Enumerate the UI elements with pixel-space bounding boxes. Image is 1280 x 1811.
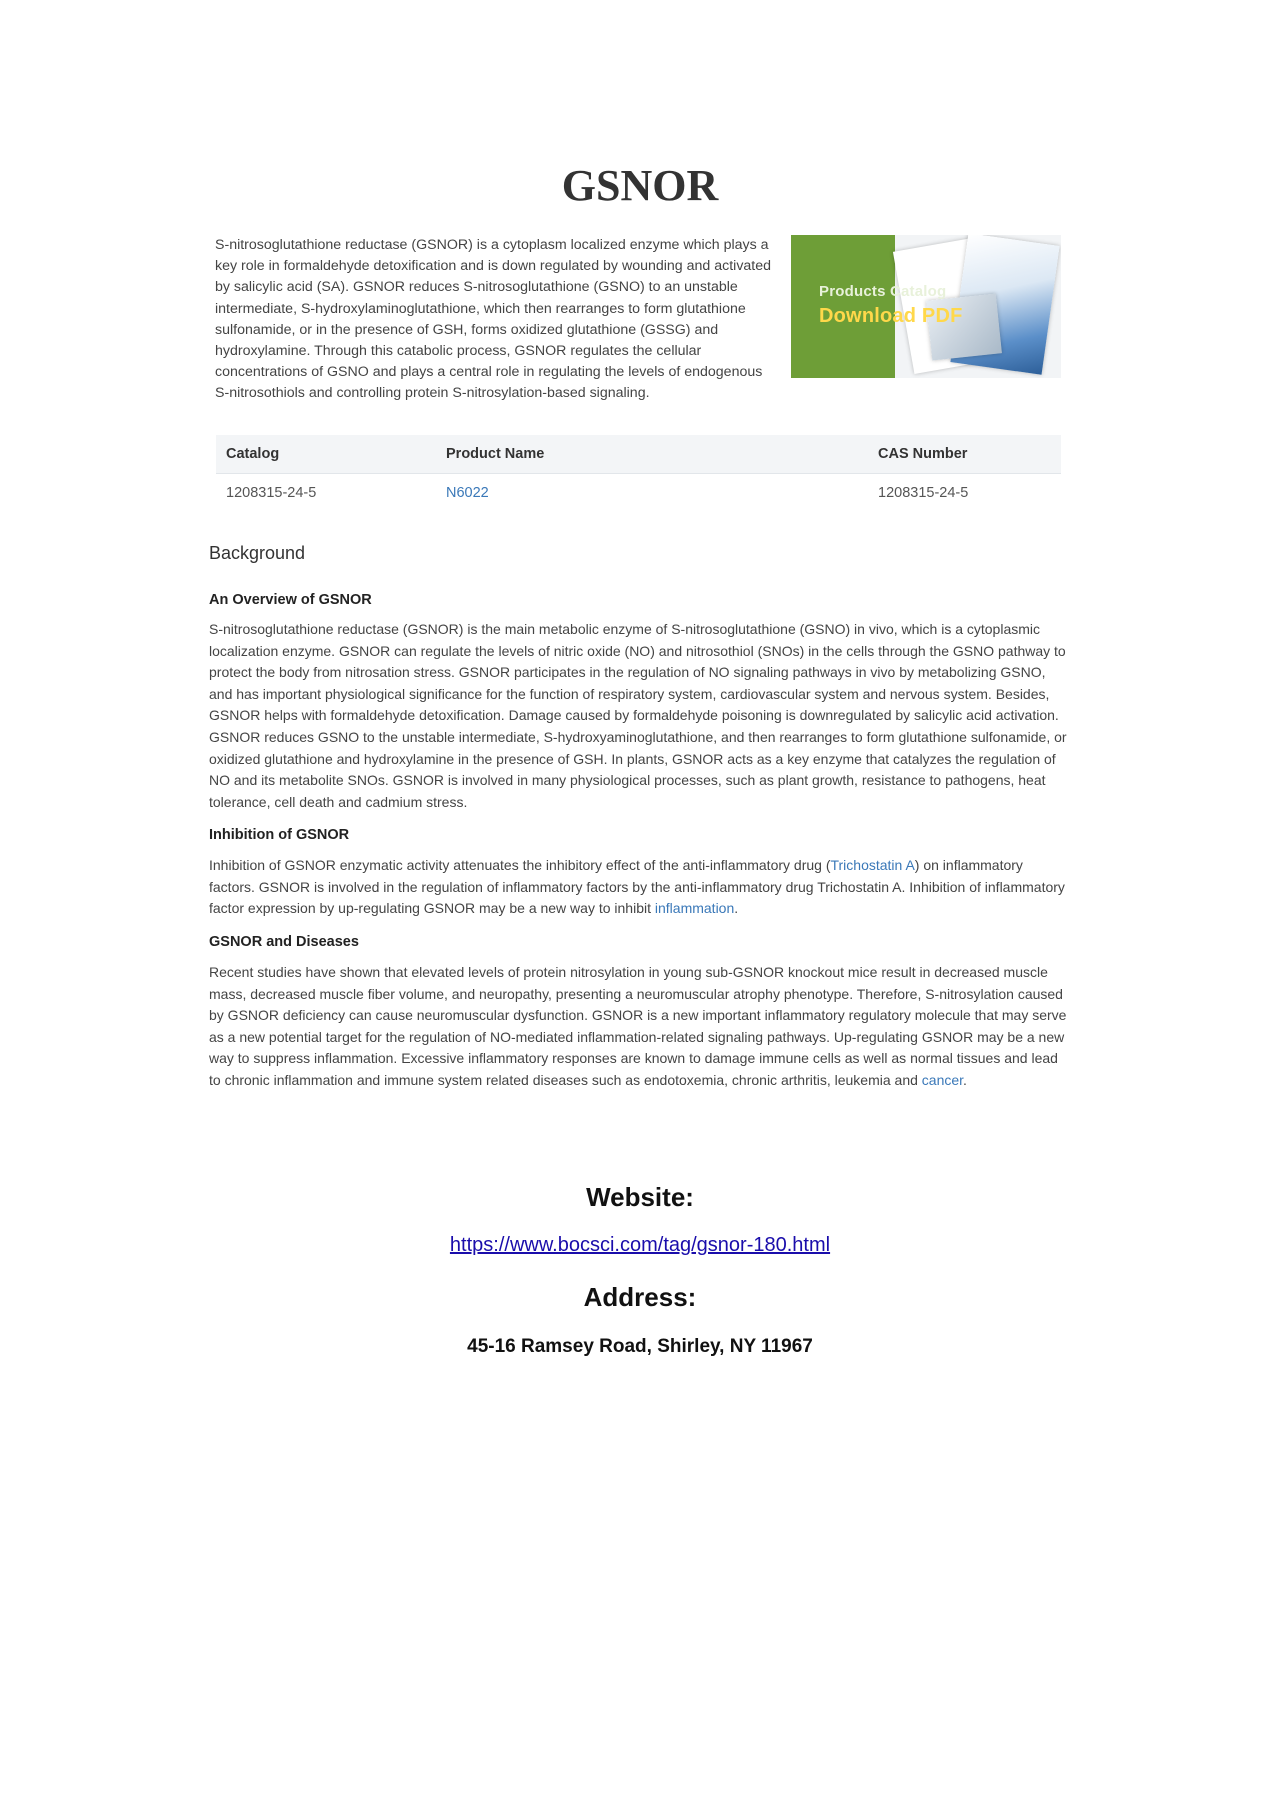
inhibition-text: ) on inflammatory factors. GSNOR is involved in the regulation of inflammatory factors by the anti-inflammatory drug Trichostatin A. Inhibition of inflammatory factor expression by up-regulating GSNOR may be a new way to inhibit xyxy=(209,857,1065,917)
header-catalog: Catalog xyxy=(216,435,436,474)
trichostatin-link[interactable]: Trichostatin A xyxy=(830,857,915,873)
banner-download-text: Download PDF xyxy=(819,305,963,327)
header-cas-number: CAS Number xyxy=(868,435,1061,474)
overview-title: An Overview of GSNOR xyxy=(209,592,372,608)
inhibition-text: Inhibition of GSNOR enzymatic activity attenuates the inhibitory effect of the anti-inflammatory drug ( xyxy=(209,857,831,873)
table-row xyxy=(216,474,1061,513)
products-table xyxy=(216,435,1061,512)
address-text: 45-16 Ramsey Road, Shirley, NY 11967 xyxy=(467,1336,813,1357)
inhibition-paragraph xyxy=(209,855,1069,920)
cell-catalog: 1208315-24-5 xyxy=(226,485,317,501)
diseases-paragraph xyxy=(209,962,1069,1092)
inflammation-link[interactable]: inflammation xyxy=(654,900,735,917)
cell-cas-number: 1208315-24-5 xyxy=(878,485,969,501)
address-label: Address: xyxy=(583,1282,697,1312)
diseases-text: Recent studies have shown that elevated levels of protein nitrosylation in young sub-GSNOR knockout mice result in decreased muscle mass, decreased muscle fiber volume, and neuropathy, presenting a neuromuscular atrophy phenotype. Therefore, S-nitrosylation caused by GSNOR deficiency can cause neuromuscular dysfunction. GSNOR is a new important inflammatory regulatory molecule that may serve as a new potential target for the regulation of NO-mediated inflammation-related signaling pathways. Up-regulating GSNOR may be a new way to suppress inflammation. Excessive inflammatory responses are known to damage immune cells as well as normal tissues and lead to chronic inflammation and immune system related diseases such as endotoxemia, chronic arthritis, leukemia and xyxy=(209,964,1067,1088)
background-heading: Background xyxy=(209,543,306,563)
diseases-title: GSNOR and Diseases xyxy=(209,934,359,950)
cancer-link[interactable]: cancer xyxy=(921,1071,964,1088)
website-link[interactable]: https://www.bocsci.com/tag/gsnor-180.html xyxy=(449,1234,831,1256)
website-label: Website: xyxy=(586,1182,694,1212)
table-header-row xyxy=(216,435,1061,474)
intro-paragraph: S-nitrosoglutathione reductase (GSNOR) is a cytoplasm localized enzyme which plays a key role in formaldehyde detoxification and is down regulated by wounding and activated by salicylic acid (SA). GSNOR reduces S-nitrosoglutathione (GSNO) to an unstable intermediate, S-hydroxylaminoglutathione, which then rearranges to form glutathione sulfonamide, or in the presence of GSH, forms oxidized glutathione (GSSG) and hydroxylamine. Through this catabolic process, GSNOR regulates the cellular concentrations of GSNO and plays a central role in regulating the levels of endogenous S-nitrosothiols and controlling protein S-nitrosylation-based signaling. xyxy=(215,237,772,402)
inhibition-title: Inhibition of GSNOR xyxy=(209,827,350,843)
header-product-name: Product Name xyxy=(436,435,868,474)
diseases-text: . xyxy=(963,1071,967,1088)
catalog-download-banner[interactable] xyxy=(791,235,1061,378)
inhibition-text: . xyxy=(734,900,739,917)
overview-paragraph: S-nitrosoglutathione reductase (GSNOR) is the main metabolic enzyme of S-nitrosoglutathione (GSNO) in vivo, which is a cytoplasmic localization enzyme. GSNOR can regulate the levels of nitric oxide (NO) and nitrosothiol (SNOs) in the cells through the GSNO pathway to protect the body from nitrosation stress. GSNOR participates in the regulation of NO signaling pathways in vivo by metabolizing GSNO, and has important physiological significance for the function of respiratory system, cardiovascular system and nervous system. Besides, GSNOR helps with formaldehyde detoxification. Damage caused by formaldehyde poisoning is downregulated by salicylic acid activation. GSNOR reduces GSNO to the unstable intermediate, S-hydroxyaminoglutathione, and then rearranges to form glutathione sulfonamide, or oxidized glutathione and hydroxylamine in the presence of GSH. In plants, GSNOR acts as a key enzyme that catalyzes the regulation of NO and its metabolite SNOs. GSNOR is involved in many physiological processes, such as plant growth, resistance to pathogens, heat tolerance, cell death and cadmium stress. xyxy=(209,621,1067,810)
product-link[interactable]: N6022 xyxy=(446,485,489,501)
page-title: GSNOR xyxy=(561,161,719,210)
banner-catalog-text: Products Catalog xyxy=(819,283,947,300)
